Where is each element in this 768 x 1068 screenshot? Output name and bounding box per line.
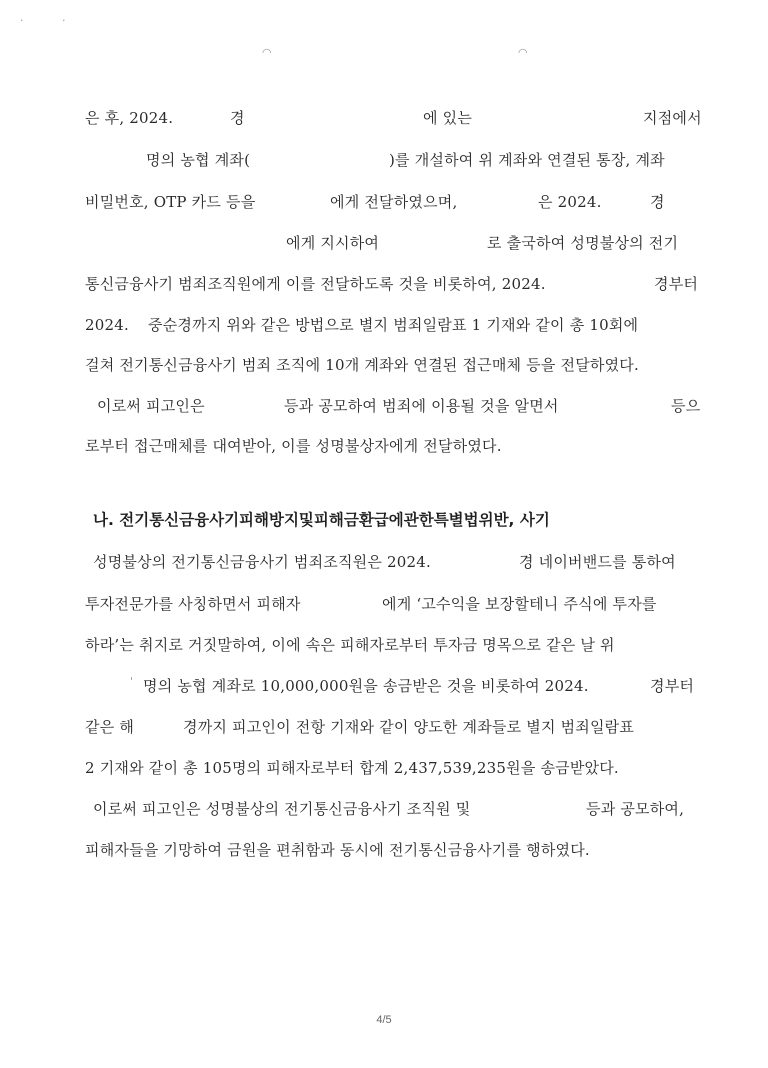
text-line: 경부터 <box>654 275 699 293</box>
text-line: 비밀번호, OTP 카드 등을 <box>85 193 256 211</box>
text-line: 피해자들을 기망하여 금원을 편취함과 동시에 전기통신금융사기를 행하였다. <box>85 841 590 859</box>
text-line: 경 <box>230 109 245 127</box>
text-line: 에게 전달하였으며, <box>330 193 458 211</box>
text-line: 성명불상의 전기통신금융사기 범죄조직원은 2024. <box>93 553 431 571</box>
text-line: 은 후, 2024. <box>85 109 174 127</box>
scan-tick: ' <box>130 675 134 688</box>
text-line: 명의 농협 계좌로 10,000,000원을 송금받은 것을 비롯하여 2024. <box>143 677 589 695</box>
text-line: 등으 <box>671 397 701 415</box>
text-line: 등과 공모하여, <box>586 800 685 818</box>
text-line: 지점에서 <box>643 109 702 127</box>
page-number: 4/5 <box>376 1014 392 1026</box>
text-line: 2 기재와 같이 총 105명의 피해자로부터 합계 2,437,539,235원을 송금받았다. <box>85 759 619 777</box>
text-line: 경 <box>650 193 665 211</box>
text-line: 같은 해 <box>85 718 135 736</box>
text-line: 등과 공모하여 범죄에 이용될 것을 알면서 <box>284 397 559 415</box>
text-line: 중순경까지 위와 같은 방법으로 별지 범죄일람표 1 기재와 같이 총 10회에 <box>148 316 639 334</box>
section-heading: 나. 전기통신금융사기피해방지및피해금환급에관한특별법위반, 사기 <box>93 511 550 529</box>
hole-punch-mark: ◠ <box>262 46 272 59</box>
text-line: 이로써 피고인은 <box>97 397 205 415</box>
scan-dot: · <box>62 14 66 27</box>
text-line: 경부터 <box>650 677 695 695</box>
text-line: 경까지 피고인이 전항 기재와 같이 양도한 계좌들로 별지 범죄일람표 <box>183 718 635 736</box>
scan-dot: · <box>20 14 24 27</box>
text-line: 로 출국하여 성명불상의 전기 <box>487 234 679 252</box>
text-line: 2024. <box>85 316 129 334</box>
text-line: 로부터 접근매체를 대여받아, 이를 성명불상자에게 전달하였다. <box>85 437 502 455</box>
text-line: 에게 지시하여 <box>286 234 380 252</box>
text-line: )를 개설하여 위 계좌와 연결된 통장, 계좌 <box>389 151 665 169</box>
text-line: 은 2024. <box>538 193 602 211</box>
text-line: 에게 ‘고수익을 보장할테니 주식에 투자를 <box>382 595 657 613</box>
text-line: 통신금융사기 범죄조직원에게 이를 전달하도록 것을 비롯하여, 2024. <box>85 275 546 293</box>
text-line: 투자전문가를 사칭하면서 피해자 <box>85 595 301 613</box>
text-line: 경 네이버밴드를 통하여 <box>519 553 676 571</box>
text-line: 이로써 피고인은 성명불상의 전기통신금융사기 조직원 및 <box>93 800 471 818</box>
text-line: 하라’는 취지로 거짓말하여, 이에 속은 피해자로부터 투자금 명목으로 같은 날 위 <box>85 636 615 654</box>
text-line: 걸쳐 전기통신금융사기 범죄 조직에 10개 계좌와 연결된 접근매체 등을 전달하였다. <box>85 356 639 374</box>
text-line: 에 있는 <box>423 109 473 127</box>
text-line: 명의 농협 계좌( <box>146 151 251 169</box>
hole-punch-mark: ◠ <box>518 46 528 59</box>
